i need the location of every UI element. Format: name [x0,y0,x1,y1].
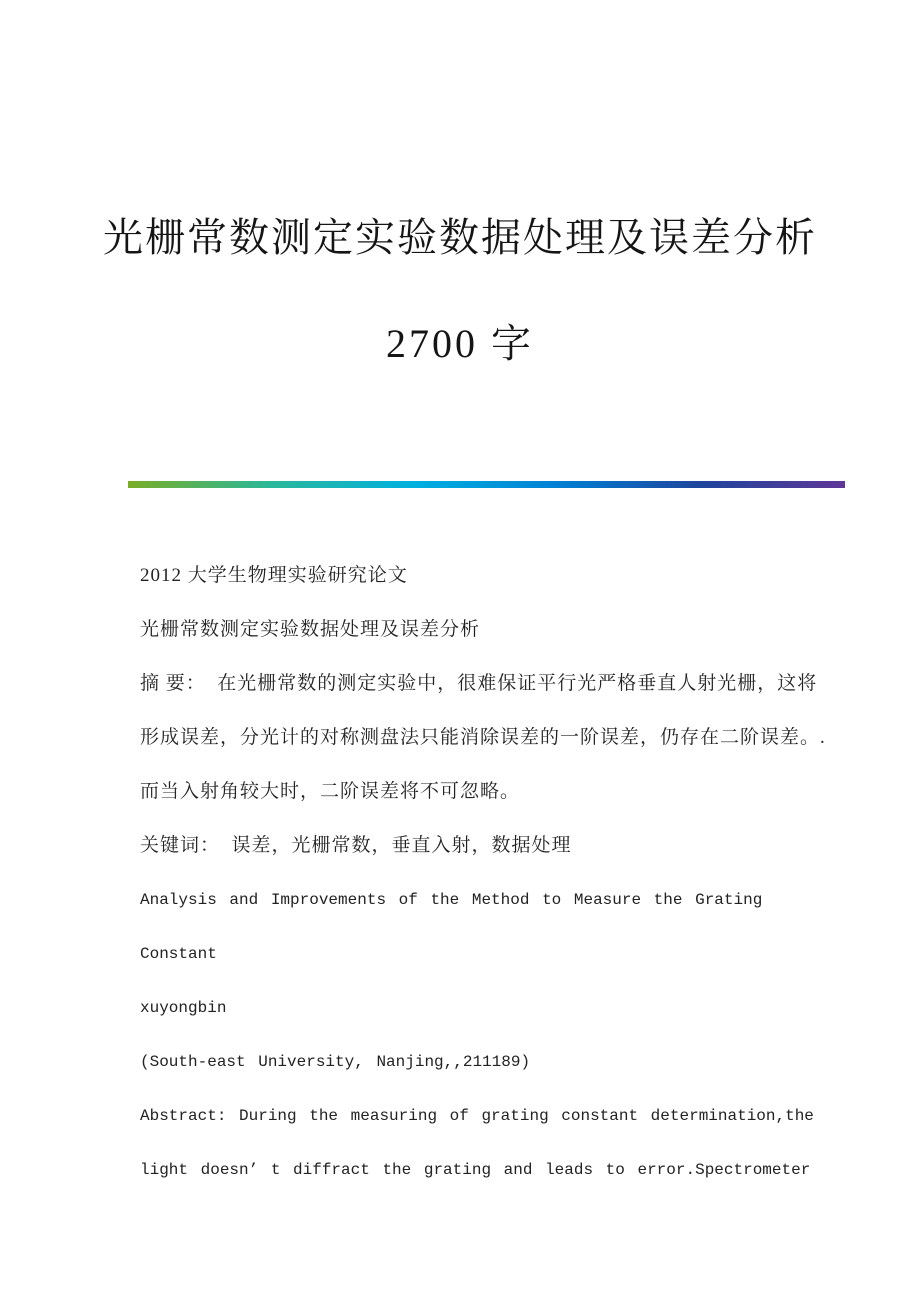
keywords-line: 关键词： 误差，光栅常数，垂直入射，数据处理 [140,835,572,856]
affiliation-line: (South-east University, Nanjing,,211189) [140,1053,531,1071]
author-line: xuyongbin [140,999,227,1017]
abstract-en-line-1: Abstract: During the measuring of grating constant determination,the [140,1107,814,1125]
en-title-line-1: Analysis and Improvements of the Method to Measure the Grating [140,891,763,909]
abstract-cn-line-2: 形成误差，分光计的对称测盘法只能消除误差的一阶误差，仍存在二阶误差。. [140,727,826,748]
en-title-line-2: Constant [140,945,217,963]
document-title: 光栅常数测定实验数据处理及误差分析 [103,215,817,260]
gradient-divider-bar [128,481,845,488]
doc-header-line: 2012 大学生物理实验研究论文 [140,565,408,586]
document-body [140,562,826,1210]
abstract-cn-line-1: 摘 要： 在光栅常数的测定实验中，很难保证平行光严格垂直人射光栅，这将 [140,673,818,694]
abstract-cn-line-3: 而当入射角较大时，二阶误差将不可忽略。 [140,781,521,802]
abstract-en-line-2: light doesn’ t diffract the grating and leads to error.Spectrometer [140,1161,811,1179]
document-subtitle-word-count: 2700 字 [386,321,534,366]
cn-title-line: 光栅常数测定实验数据处理及误差分析 [140,619,481,640]
